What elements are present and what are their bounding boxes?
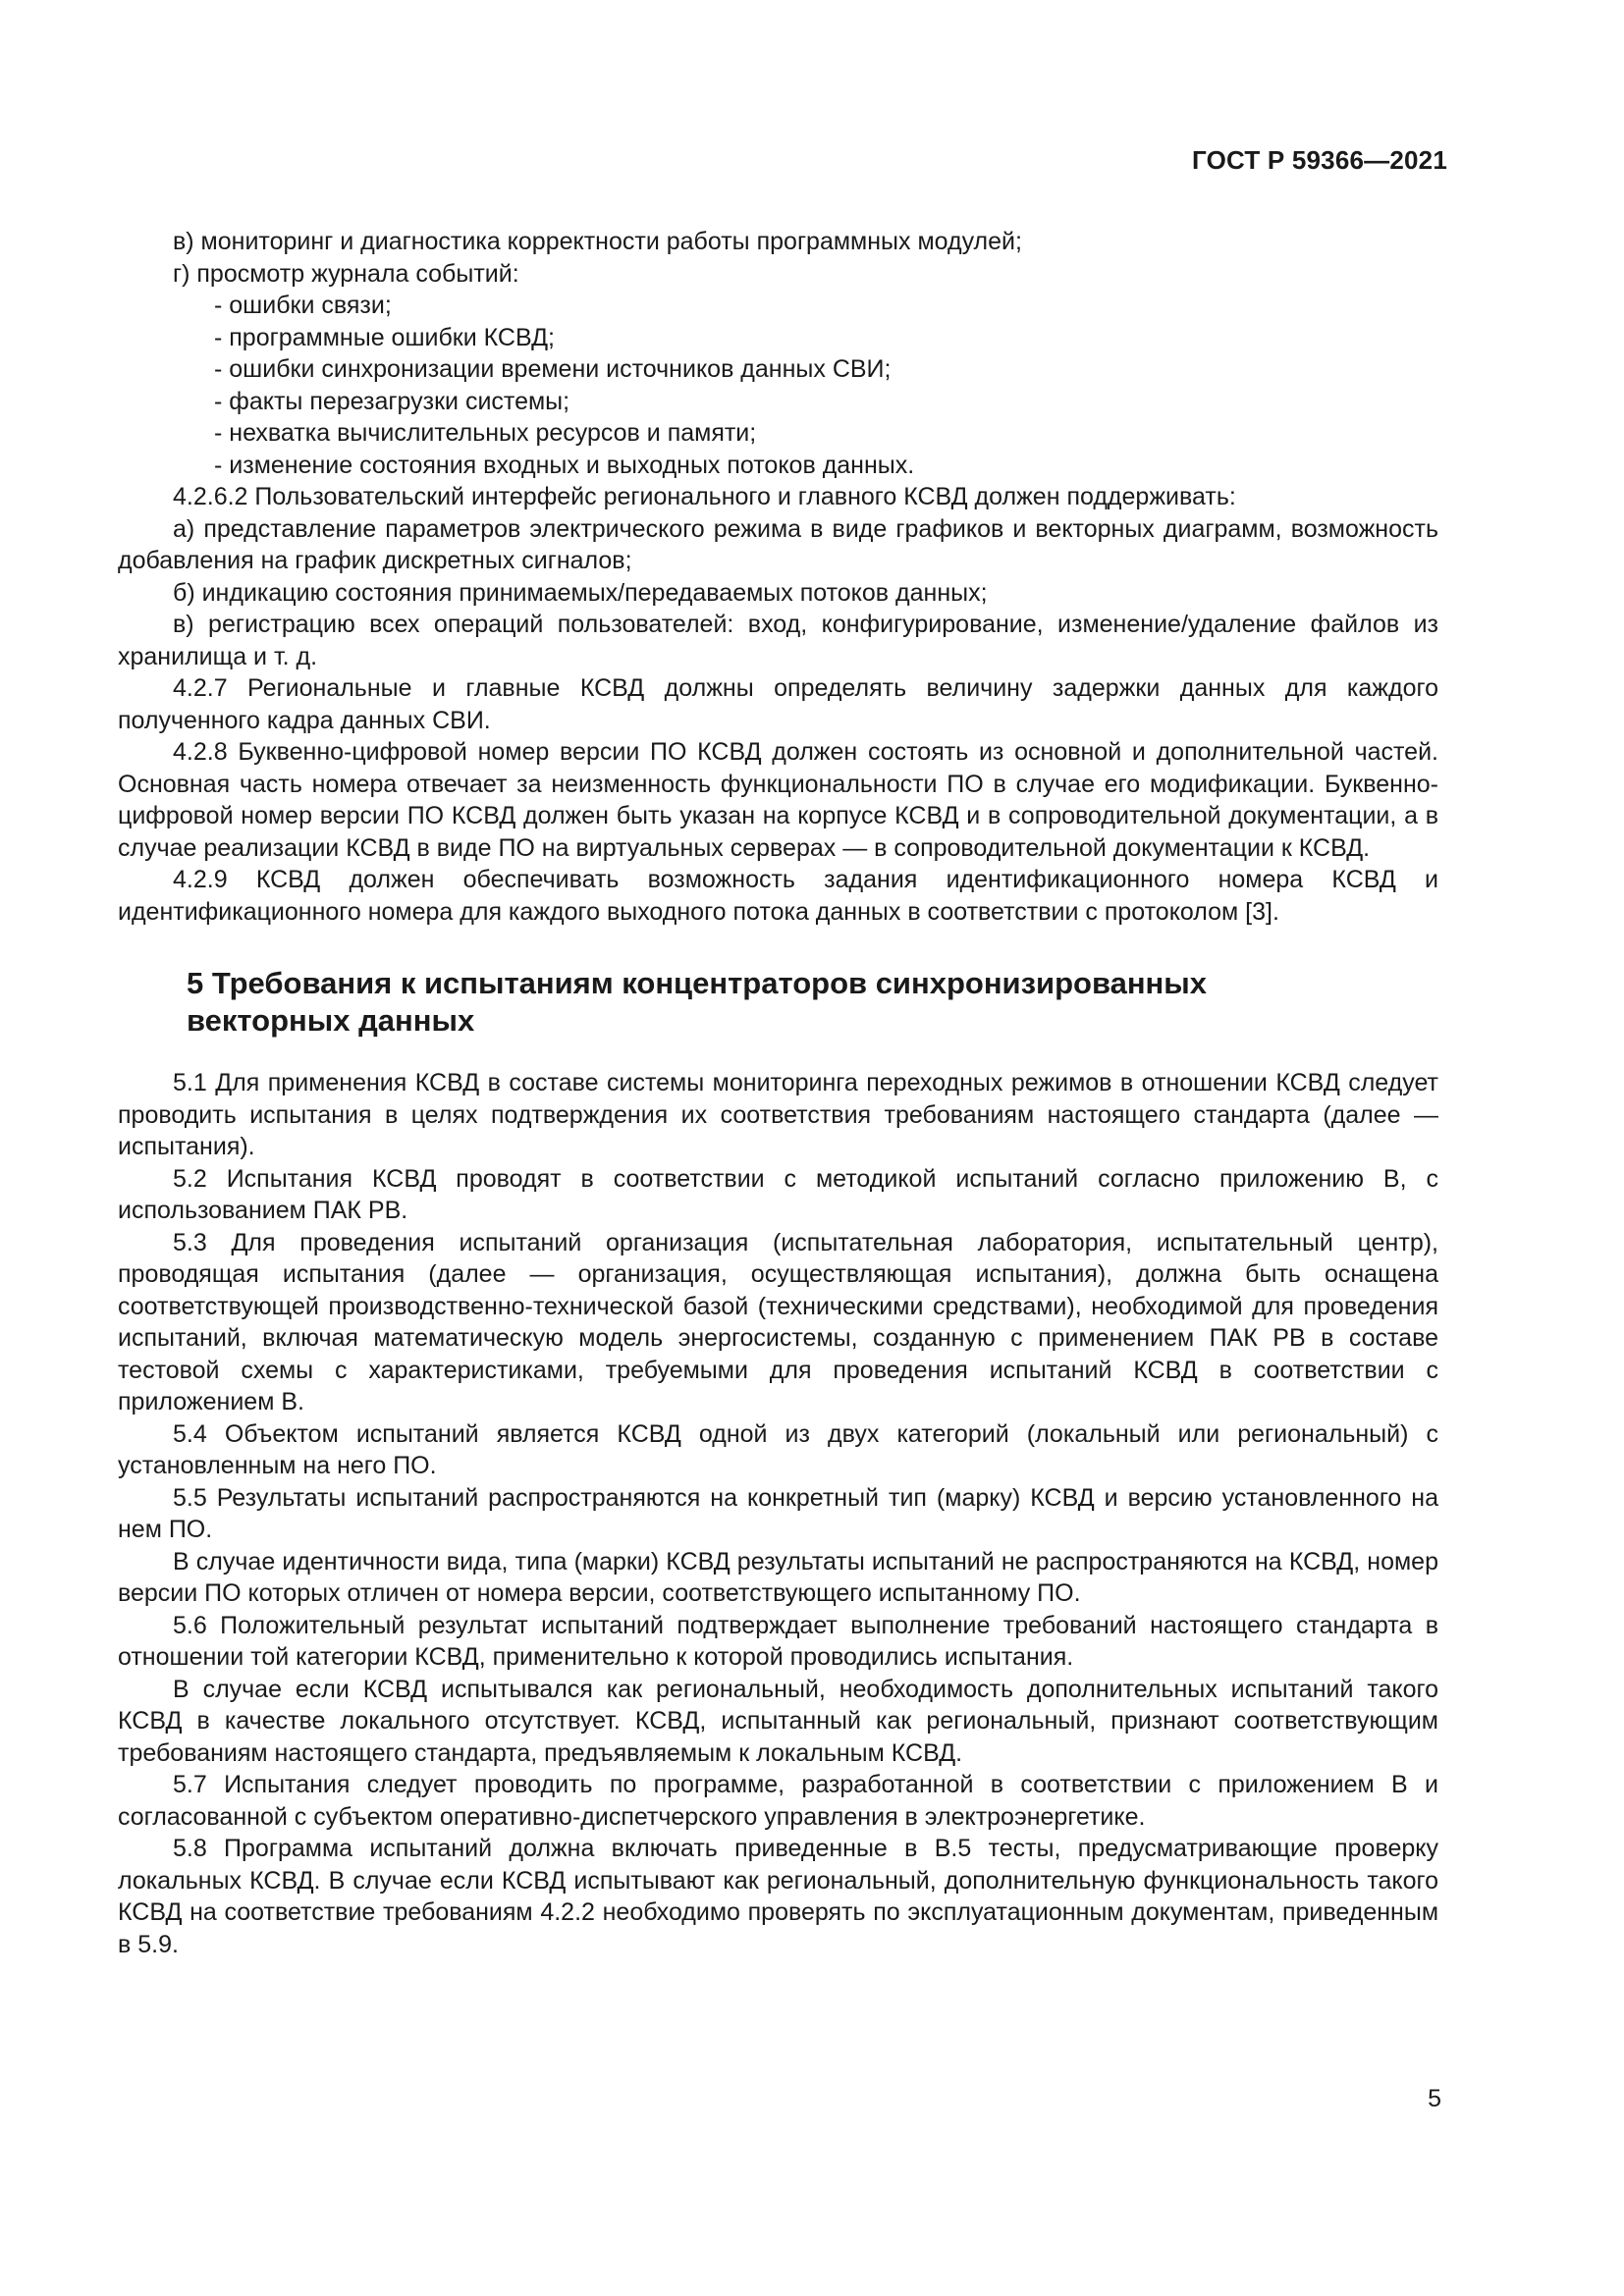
paragraph: 5.1 Для применения КСВД в составе системы мониторинга переходных режимов в отношении КСВД следует проводить испытания в целях подтверждения их соответствия требованиям настоящего стандарта (далее — испытания).	[118, 1069, 1438, 1160]
paragraph: а) представление параметров электрического режима в виде графиков и векторных диаграмм, возможность добавления на график дискретных сигналов;	[118, 514, 1438, 574]
paragraph: - изменение состояния входных и выходных потоков данных.	[214, 451, 915, 479]
paragraph: - факты перезагрузки системы;	[214, 387, 570, 415]
section-5-heading-line1: 5 Требования к испытаниям концентраторов синхронизированных	[187, 966, 1207, 1000]
paragraph: 4.2.6.2 Пользовательский интерфейс регионального и главного КСВД должен поддерживать:	[173, 483, 1236, 510]
document-body	[118, 226, 1438, 1960]
paragraph: 4.2.7 Региональные и главные КСВД должны определять величину задержки данных для каждого полученного кадра данных СВИ.	[118, 674, 1438, 734]
paragraph: г) просмотр журнала событий:	[173, 259, 519, 288]
section-5-heading-line2: векторных данных	[187, 1003, 475, 1038]
section-5-body	[118, 1067, 1438, 1960]
section-5-heading	[118, 965, 1438, 1040]
paragraph: 5.6 Положительный результат испытаний подтверждает выполнение требований настоящего стандарта в отношении той категории КСВД, применительно к которой проводились испытания.	[118, 1611, 1438, 1671]
paragraph: в) регистрацию всех операций пользователей: вход, конфигурирование, изменение/удаление файлов из хранилища и т. д.	[118, 611, 1438, 670]
paragraph: - нехватка вычислительных ресурсов и памяти;	[214, 419, 757, 447]
paragraph: 5.3 Для проведения испытаний организация (испытательная лаборатория, испытательный центр), проводящая испытания (далее — организация, осуществляющая испытания), должна быть оснащена соответствующей производственно-технической базой (техническими средствами), необходимой для проведения испытаний, включая математическую модель энергосистемы, созданную с применением ПАК РВ в составе тестовой схемы с характеристиками, требуемыми для проведения испытаний КСВД в соответствии с приложением В.	[118, 1228, 1438, 1415]
paragraph: - программные ошибки КСВД;	[214, 323, 555, 351]
paragraph: 5.2 Испытания КСВД проводят в соответствии с методикой испытаний согласно приложению В, с использованием ПАК РВ.	[118, 1164, 1438, 1224]
paragraph: 5.4 Объектом испытаний является КСВД одной из двух категорий (локальный или региональный) с установленным на него ПО.	[118, 1419, 1438, 1479]
section-4-continuation	[118, 226, 1438, 928]
paragraph: 4.2.8 Буквенно-цифровой номер версии ПО КСВД должен состоять из основной и дополнительной частей. Основная часть номера отвечает за неизменность функциональности ПО в случае его модификации. Буквенно-цифровой номер версии ПО КСВД должен быть указан на корпусе КСВД и в сопроводительной документации, а в случае реализации КСВД в виде ПО на виртуальных серверах — в сопроводительной документации к КСВД.	[118, 738, 1438, 862]
paragraph: 5.8 Программа испытаний должна включать приведенные в В.5 тесты, предусматривающие проверку локальных КСВД. В случае если КСВД испытывают как региональный, дополнительную функциональность такого КСВД на соответствие требованиям 4.2.2 необходимо проверять по эксплуатационным документам, приведенным в 5.9.	[118, 1835, 1438, 1958]
paragraph: 5.5 Результаты испытаний распространяются на конкретный тип (марку) КСВД и версию установленного на нем ПО.	[118, 1483, 1438, 1543]
paragraph: В случае если КСВД испытывался как региональный, необходимость дополнительных испытаний такого КСВД в качестве локального отсутствует. КСВД, испытанный как региональный, признают соответствующим требованиям настоящего стандарта, предъявляемым к локальным КСВД.	[118, 1675, 1438, 1767]
paragraph: 4.2.9 КСВД должен обеспечивать возможность задания идентификационного номера КСВД и идентификационного номера для каждого выходного потока данных в соответствии с протоколом [3].	[118, 866, 1438, 926]
paragraph: 5.7 Испытания следует проводить по программе, разработанной в соответствии с приложением В и согласованной с субъектом оперативно-диспетчерского управления в электроэнергетике.	[118, 1771, 1438, 1831]
paragraph: - ошибки связи;	[214, 292, 392, 319]
paragraph: - ошибки синхронизации времени источников данных СВИ;	[214, 355, 892, 383]
paragraph: в) мониторинг и диагностика корректности работы программных модулей;	[173, 228, 1022, 255]
standard-header: ГОСТ Р 59366—2021	[1192, 145, 1447, 175]
paragraph: В случае идентичности вида, типа (марки) КСВД результаты испытаний не распространяются на КСВД, номер версии ПО которых отличен от номера версии, соответствующего испытанному ПО.	[118, 1547, 1438, 1607]
page-number: 5	[1428, 2085, 1441, 2112]
paragraph: б) индикацию состояния принимаемых/передаваемых потоков данных;	[173, 578, 988, 607]
